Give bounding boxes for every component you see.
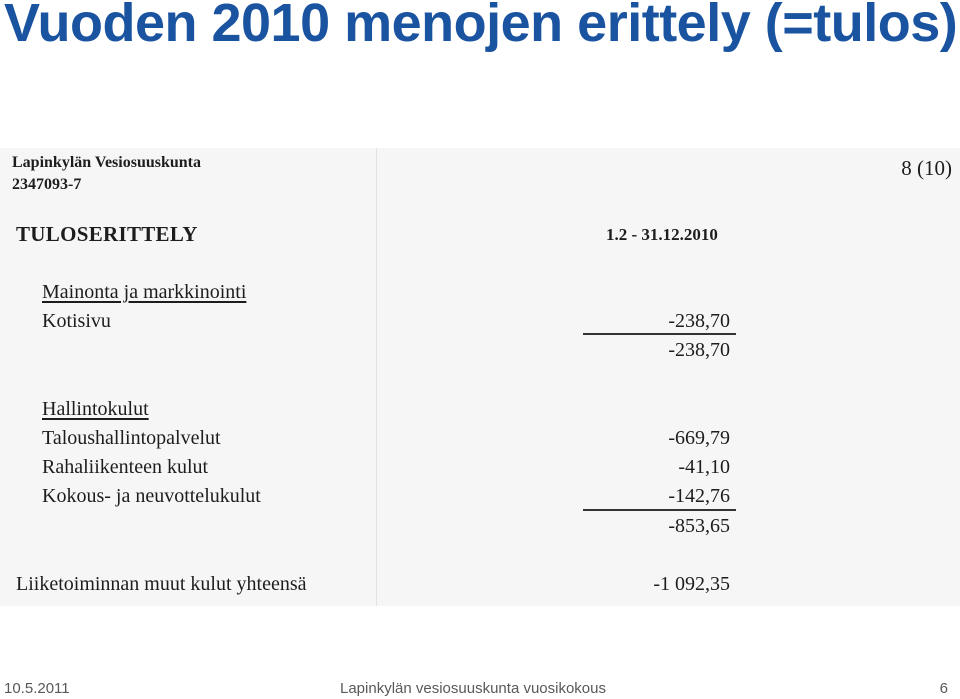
period-header: 1.2 - 31.12.2010 [606, 225, 718, 244]
line-item-label: Rahaliikenteen kulut [42, 456, 209, 478]
line-item-label: Kotisivu [42, 310, 111, 332]
footer-date: 10.5.2011 [4, 680, 70, 697]
section-heading-marketing: Mainonta ja markkinointi [42, 281, 247, 303]
section-heading-administration: Hallintokulut [42, 398, 149, 420]
grand-total-label: Liiketoiminnan muut kulut yhteensä [16, 573, 307, 595]
section-subtotal-administration: -853,65 [668, 515, 730, 537]
line-item-amount: -669,79 [668, 427, 730, 449]
line-item-label: Taloushallintopalvelut [42, 427, 221, 449]
line-item-amount: -238,70 [668, 310, 730, 332]
business-id: 2347093-7 [12, 176, 82, 193]
line-item-amount: -142,76 [668, 485, 730, 507]
footer-page-number: 6 [939, 680, 948, 697]
subtotal-rule [583, 509, 736, 511]
slide-title: Vuoden 2010 menojen erittely (=tulos) [4, 0, 958, 53]
line-item-label: Kokous- ja neuvottelukulut [42, 485, 261, 507]
document-title: TULOSERITTELY [16, 222, 198, 246]
document-page-number: 8 (10) [901, 156, 952, 180]
company-name: Lapinkylän Vesiosuuskunta [12, 154, 201, 171]
footer-title: Lapinkylän vesiosuuskunta vuosikokous [340, 680, 606, 697]
scan-divider [376, 148, 377, 606]
section-subtotal-marketing: -238,70 [668, 339, 730, 361]
line-item-amount: -41,10 [678, 456, 730, 478]
grand-total-amount: -1 092,35 [653, 573, 730, 595]
scanned-document [0, 148, 960, 606]
subtotal-rule [583, 333, 736, 335]
